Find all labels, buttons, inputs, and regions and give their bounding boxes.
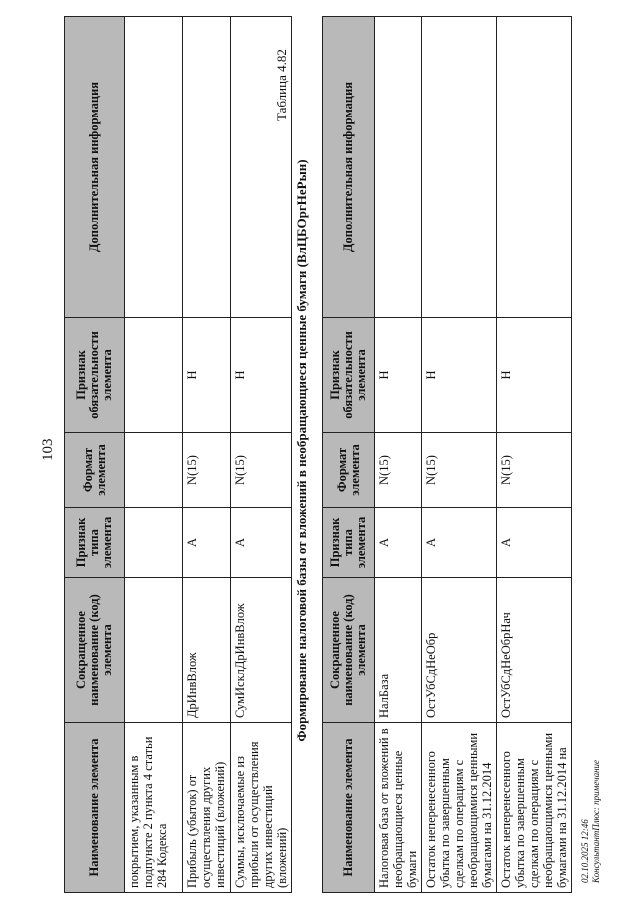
header-required: Признак обязательности элемента [323,318,375,433]
cell-code [125,578,183,723]
header-required: Признак обязательности элемента [65,318,125,433]
cell-required [125,318,183,433]
table-row [375,17,422,893]
cell-code: ОстУбСдНеОбр [422,578,497,723]
cell-type: А [497,508,572,578]
header-name: Наименование элемента [65,723,125,893]
cell-name: Прибыль (убыток) от осуществления других инвестиций (вложений) [183,723,231,893]
table-header-row [323,17,375,893]
table-continued [64,16,292,893]
cell-info [183,17,231,318]
cell-required: Н [375,318,422,433]
cell-type: А [422,508,497,578]
header-format: Формат элемента [65,433,125,508]
cell-code: СумИсклДрИнвВлож [231,578,292,723]
cell-required: Н [497,318,572,433]
header-type: Признак типа элемента [323,508,375,578]
cell-type: А [375,508,422,578]
table-row [231,17,292,893]
cell-required: Н [422,318,497,433]
cell-format: N(15) [183,433,231,508]
cell-format: N(15) [422,433,497,508]
cell-code: ДрИнвВлож [183,578,231,723]
header-format: Формат элемента [323,433,375,508]
table-row [497,17,572,893]
cell-name: Остаток неперенесенного убытка по завершенным сделкам по операциям с необращающимися ценными бумагами на 31.12.2014 [422,723,497,893]
cell-type: А [183,508,231,578]
cell-info [497,17,572,318]
cell-type [125,508,183,578]
table-row [125,17,183,893]
print-stamp [580,760,602,883]
cell-required: Н [231,318,292,433]
cell-info [125,17,183,318]
cell-code: ОстУбСдНеОбрНач [497,578,572,723]
cell-name: Остаток неперенесенного убытка по завершенным сделкам по операциям с необращающимися ценными бумагами на 31.12.2014 на [497,723,572,893]
header-code: Сокращенное наименование (код) элемента [65,578,125,723]
cell-format: N(15) [375,433,422,508]
cell-name: Налоговая база от вложений в необращающиеся ценные бумаги [375,723,422,893]
page-number: 103 [40,438,56,461]
cell-required: Н [183,318,231,433]
header-info: Дополнительная информация [323,17,375,318]
header-name: Наименование элемента [323,723,375,893]
cell-format [125,433,183,508]
table-row [422,17,497,893]
header-type: Признак типа элемента [65,508,125,578]
stamp-date: 02.10.2025 12:46 [580,819,590,883]
cell-format: N(15) [497,433,572,508]
cell-code: НалБаза [375,578,422,723]
stamp-source: КонсультантПлюс: примечание [591,759,601,883]
table-title: Формирование налоговой базы от вложений в необращающиеся ценные бумаги (ВлЦБОргНеРын) [294,159,309,742]
table-row [183,17,231,893]
cell-info [422,17,497,318]
table-vlcb [322,16,572,893]
table-number: Таблица 4.82 [274,49,289,121]
cell-format: N(15) [231,433,292,508]
header-info: Дополнительная информация [65,17,125,318]
cell-name: Суммы, исключаемые из прибыли от осуществления других инвестиций (вложений) [231,723,292,893]
header-code: Сокращенное наименование (код) элемента [323,578,375,723]
cell-info [375,17,422,318]
cell-type: А [231,508,292,578]
cell-name: покрытием, указанным в подпункте 2 пункта 4 статьи 284 Кодекса [125,723,183,893]
table-header-row [65,17,125,893]
